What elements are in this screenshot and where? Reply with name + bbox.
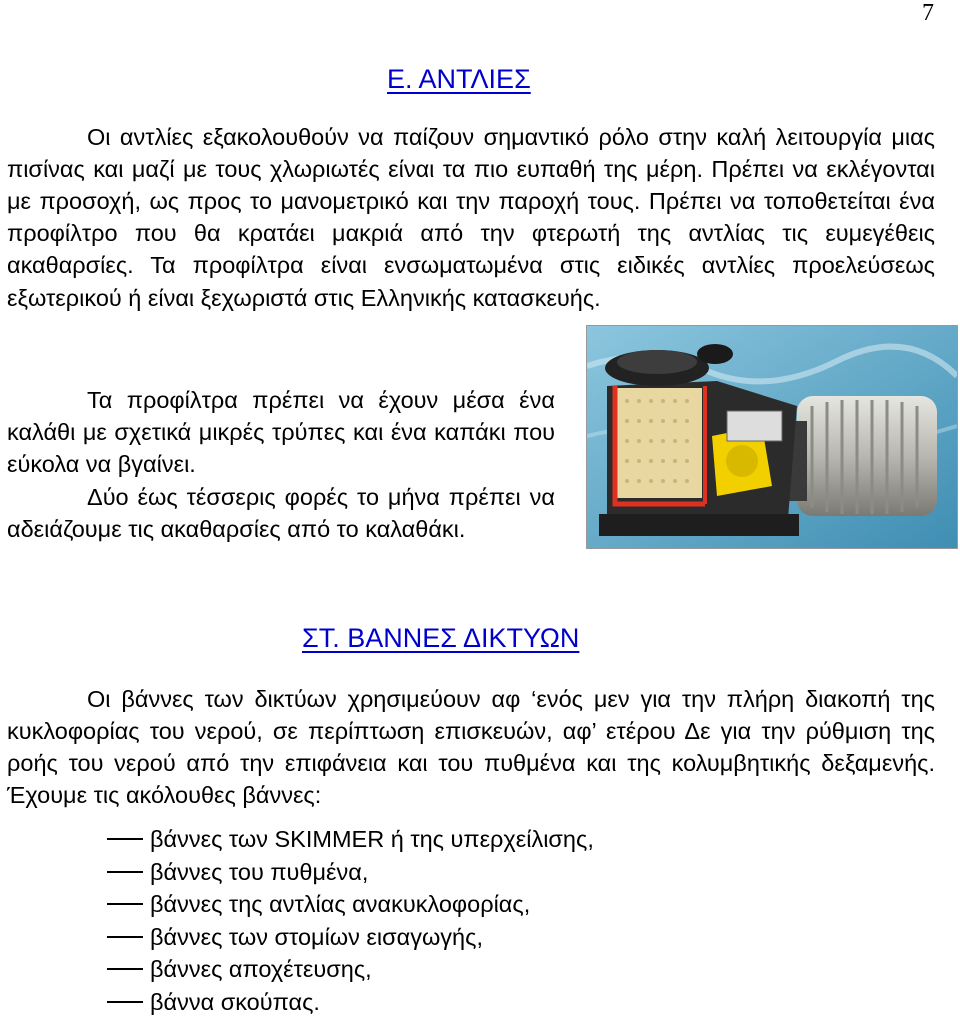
list-item-text: βάννα σκούπας. — [150, 988, 320, 1015]
dash-bullet-icon — [107, 838, 143, 840]
dash-bullet-icon — [107, 968, 143, 970]
list-item — [107, 856, 594, 889]
pool-pump-photo — [586, 325, 958, 549]
pumps-paragraph: Οι αντλίες εξακολουθούν να παίζουν σημαντικό ρόλο στην καλή λειτουργία μιας πισίνας και μαζί με τους χλωριωτές είναι τα πιο ευπαθή της μέρη. Πρέπει να εκλέγονται με προσοχή, ως προς το μανομετρικό και την παροχή τους. Πρέπει να τοποθετείται ένα προφίλτρο που θα κρατάει μακριά από την φτερωτή της αντλίας τις ευμεγέθεις ακαθαρσίες. Τα προφίλτρα είναι ενσωματωμένα στις ειδικές αντλίες προελεύσεως εξωτερικού ή είναι ξεχωριστά στις Ελληνικής κατασκευής. — [7, 123, 935, 311]
list-item — [107, 888, 594, 921]
section-heading-pumps: Ε. ΑΝΤΛΙΕΣ — [387, 64, 531, 94]
list-item — [107, 921, 594, 954]
prefilter-paragraph: Τα προφίλτρα πρέπει να έχουν μέσα ένα καλάθι με σχετικά μικρές τρύπες και ένα καπάκι που εύκολα να βγαίνει. — [7, 386, 555, 477]
list-item-text: βάννες της αντλίας ανακυκλοφορίας, — [150, 891, 531, 917]
valve-list — [107, 823, 594, 1018]
dash-bullet-icon — [107, 936, 143, 938]
list-item — [107, 823, 594, 856]
valves-paragraph: Οι βάννες των δικτύων χρησιμεύουν αφ ‘ενός μεν για την πλήρη διακοπή της κυκλοφορίας του νερού, σε περίπτωση επισκευών, αφ’ ετέρου Δε για την ρύθμιση της ροής του νερού από την επιφάνεια και του πυθμένα και της κολυμβητικής δεξαμενής. Έχουμε τις ακόλουθες βάννες: — [7, 685, 935, 809]
list-item — [107, 986, 594, 1019]
list-item-text: βάννες των SKIMMER ή της υπερχείλισης, — [150, 826, 594, 852]
dash-bullet-icon — [107, 871, 143, 873]
dash-bullet-icon — [107, 903, 143, 905]
emptying-paragraph: Δύο έως τέσσερις φορές το μήνα πρέπει να αδειάζουμε τις ακαθαρσίες από το καλαθάκι. — [7, 483, 555, 542]
list-item-text: βάννες των στομίων εισαγωγής, — [150, 923, 483, 950]
list-item-text: βάννες του πυθμένα, — [150, 858, 369, 885]
page-number: 7 — [922, 0, 934, 26]
list-item — [107, 953, 594, 986]
dash-bullet-icon — [107, 1001, 143, 1003]
section-heading-valves: ΣΤ. ΒΑΝΝΕΣ ΔΙΚΤΥΩΝ — [302, 623, 580, 653]
list-item-text: βάννες αποχέτευσης, — [150, 956, 372, 982]
